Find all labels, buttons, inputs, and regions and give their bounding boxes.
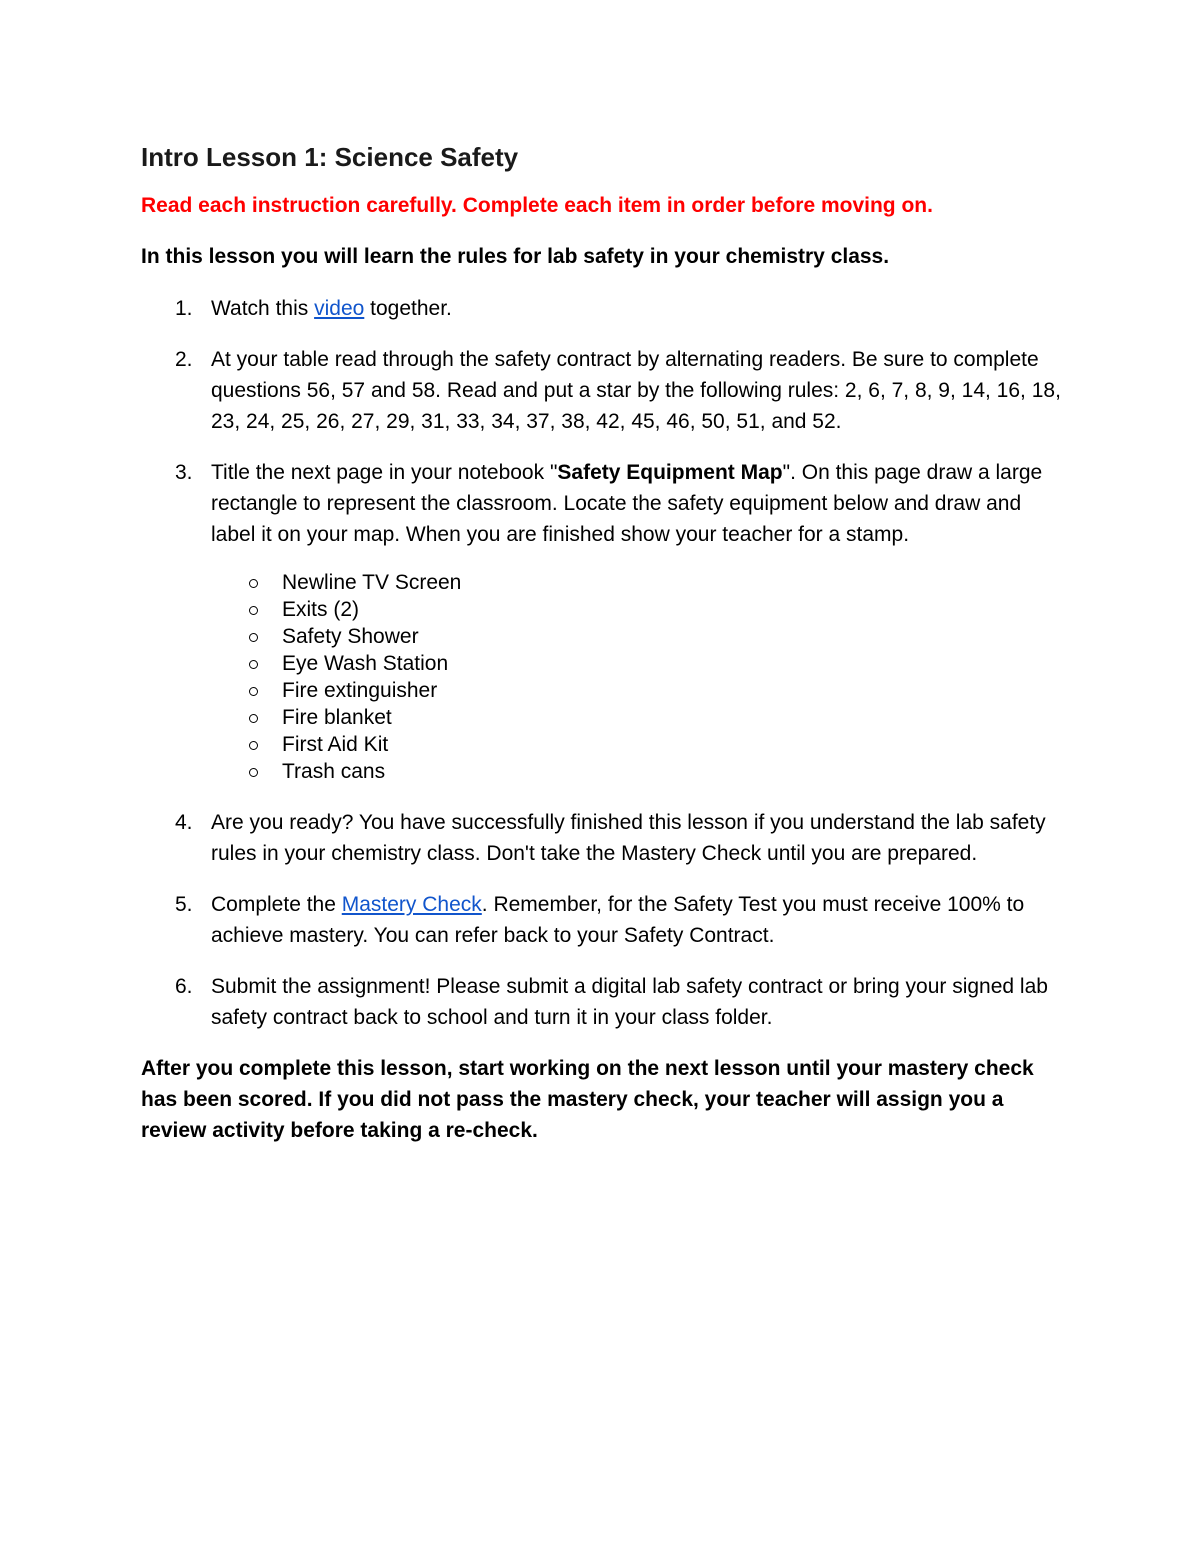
step-text: . Remember, for the Safety Test you must receive 100% to achieve mastery. You can refer back to your Safety Contract. — [211, 893, 1025, 947]
step-text: Title the next page in your notebook " — [211, 461, 558, 484]
step-text: ". On this page draw a large rectangle to represent the classroom. Locate the safety equipment below and draw and label it on your map. When you are finished show your teacher for a stamp. — [211, 461, 1043, 546]
video-link[interactable]: video — [314, 297, 365, 320]
lesson-intro: In this lesson you will learn the rules for lab safety in your chemistry class. — [141, 245, 890, 268]
notebook-page-title: Safety Equipment Map — [557, 461, 783, 484]
circle-bullet-icon — [249, 606, 258, 615]
step-number: 5. — [175, 893, 193, 916]
step-text: Complete the — [211, 893, 342, 916]
circle-bullet-icon — [249, 579, 258, 588]
circle-bullet-icon — [249, 741, 258, 750]
closing-note: After you complete this lesson, start working on the next lesson until your mastery check has been scored. If you did not pass the mastery check, your teacher will assign you a review activity before taking a re-check. — [141, 1057, 1034, 1142]
list-item — [211, 623, 1066, 650]
warning-instruction: Read each instruction carefully. Complete each item in order before moving on. — [141, 194, 933, 217]
page-title: Intro Lesson 1: Science Safety — [141, 142, 519, 172]
step-text: At your table read through the safety contract by alternating readers. Be sure to complete questions 56, 57 and 58. Read and put a star by the following rules: 2, 6, 7, 8, 9, 14, 16, 18, 23, 24, 25, 26, 27, 29, 31, 33, 34, 37, 38, 42, 45, 46, 50, 51, and 52. — [211, 348, 1061, 433]
step-number: 4. — [175, 811, 193, 834]
step-2 — [141, 344, 1066, 437]
equipment-label: Exits (2) — [282, 598, 360, 621]
equipment-label: Trash cans — [282, 760, 386, 783]
circle-bullet-icon — [249, 687, 258, 696]
step-number: 6. — [175, 975, 193, 998]
steps-list — [141, 293, 1066, 1033]
equipment-label: Eye Wash Station — [282, 652, 449, 675]
equipment-label: First Aid Kit — [282, 733, 389, 756]
equipment-label: Fire blanket — [282, 706, 392, 729]
equipment-label: Newline TV Screen — [282, 571, 462, 594]
mastery-check-link[interactable]: Mastery Check — [341, 893, 482, 916]
step-6 — [141, 971, 1066, 1033]
step-number: 1. — [175, 297, 193, 320]
list-item — [211, 704, 1066, 731]
list-item — [211, 677, 1066, 704]
circle-bullet-icon — [249, 714, 258, 723]
list-item — [211, 650, 1066, 677]
circle-bullet-icon — [249, 660, 258, 669]
list-item — [211, 569, 1066, 596]
step-4 — [141, 807, 1066, 869]
step-1 — [141, 293, 1066, 324]
equipment-label: Safety Shower — [282, 625, 419, 648]
step-3 — [141, 457, 1066, 785]
step-5 — [141, 889, 1066, 951]
step-text: Are you ready? You have successfully finished this lesson if you understand the lab safety rules in your chemistry class. Don't take the Mastery Check until you are prepared. — [211, 811, 1046, 865]
list-item — [211, 596, 1066, 623]
circle-bullet-icon — [249, 633, 258, 642]
step-number: 3. — [175, 461, 193, 484]
document-page — [141, 138, 1066, 1146]
step-number: 2. — [175, 348, 193, 371]
equipment-label: Fire extinguisher — [282, 679, 438, 702]
safety-equipment-list — [211, 569, 1066, 785]
circle-bullet-icon — [249, 768, 258, 777]
step-text: Watch this — [211, 297, 315, 320]
list-item — [211, 758, 1066, 785]
step-text: Submit the assignment! Please submit a digital lab safety contract or bring your signed lab safety contract back to school and turn it in your class folder. — [211, 975, 1048, 1029]
step-text: together. — [364, 297, 452, 320]
list-item — [211, 731, 1066, 758]
